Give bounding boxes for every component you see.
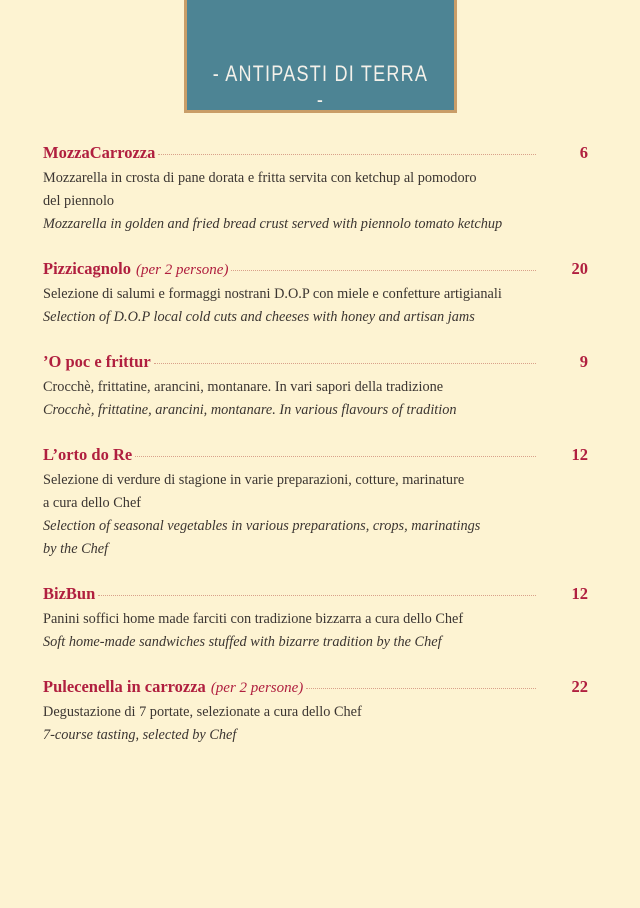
dotted-leader <box>154 363 536 364</box>
menu-list <box>43 143 588 770</box>
menu-item-name: Pulecenella in carrozza <box>43 677 206 696</box>
dotted-leader <box>135 456 536 457</box>
menu-item-description-it: Degustazione di 7 portate, selezionate a cura dello Chef <box>43 704 362 720</box>
menu-item-description-it: Mozzarella in crosta di pane dorata e fritta servita con ketchup al pomodoro <box>43 170 477 186</box>
menu-item-note: (per 2 persone) <box>210 680 304 696</box>
menu-item-price: 6 <box>579 143 588 162</box>
menu-item-description-it: del piennolo <box>43 193 115 209</box>
dotted-leader <box>98 595 536 596</box>
menu-item-price: 20 <box>571 259 588 278</box>
section-title: - ANTIPASTI DI TERRA - <box>212 61 429 112</box>
menu-item-description-it: Selezione di verdure di stagione in varie preparazioni, cotture, marinature <box>43 472 465 488</box>
menu-item-description-en: Soft home-made sandwiches stuffed with bizarre tradition by the Chef <box>43 634 442 650</box>
dotted-leader <box>158 154 536 155</box>
dotted-leader <box>306 688 536 689</box>
menu-item-description-en: Selection of D.O.P local cold cuts and cheeses with honey and artisan jams <box>43 309 475 325</box>
menu-item-name: BizBun <box>43 584 96 603</box>
menu-item-name: Pizzicagnolo <box>43 259 131 278</box>
menu-item-header <box>43 143 588 167</box>
menu-item <box>43 445 588 561</box>
menu-item-description-en: Mozzarella in golden and fried bread crust served with piennolo tomato ketchup <box>43 216 503 232</box>
menu-item-price: 9 <box>579 352 588 371</box>
menu-item-header <box>43 584 588 608</box>
menu-item <box>43 677 588 747</box>
menu-item <box>43 352 588 422</box>
menu-item-name: L’orto do Re <box>43 445 133 464</box>
menu-item-price: 22 <box>571 677 588 696</box>
menu-item <box>43 584 588 654</box>
menu-item-description-it: a cura dello Chef <box>43 495 142 511</box>
menu-item-header <box>43 445 588 469</box>
menu-item-description-it: Panini soffici home made farciti con tradizione bizzarra a cura dello Chef <box>43 611 464 627</box>
menu-item-description-en: by the Chef <box>43 541 109 557</box>
menu-item-price: 12 <box>571 445 588 464</box>
menu-item-note: (per 2 persone) <box>135 262 229 278</box>
menu-item-description-en: 7-course tasting, selected by Chef <box>43 727 237 743</box>
menu-item-description-it: Selezione di salumi e formaggi nostrani D.O.P con miele e confetture artigianali <box>43 286 502 302</box>
menu-item-name: ’O poc e frittur <box>43 352 151 371</box>
menu-item-header <box>43 352 588 376</box>
menu-item-description-en: Crocchè, frittatine, arancini, montanare. In various flavours of tradition <box>43 402 457 418</box>
dotted-leader <box>231 270 536 271</box>
menu-item <box>43 259 588 329</box>
section-header <box>184 0 457 113</box>
menu-item-price: 12 <box>571 584 588 603</box>
menu-item-description-en: Selection of seasonal vegetables in various preparations, crops, marinatings <box>43 518 481 534</box>
menu-item-name: MozzaCarrozza <box>43 143 156 162</box>
menu-item-description-it: Crocchè, frittatine, arancini, montanare. In vari sapori della tradizione <box>43 379 444 395</box>
menu-item-header <box>43 259 588 283</box>
menu-item-header <box>43 677 588 701</box>
menu-item <box>43 143 588 236</box>
